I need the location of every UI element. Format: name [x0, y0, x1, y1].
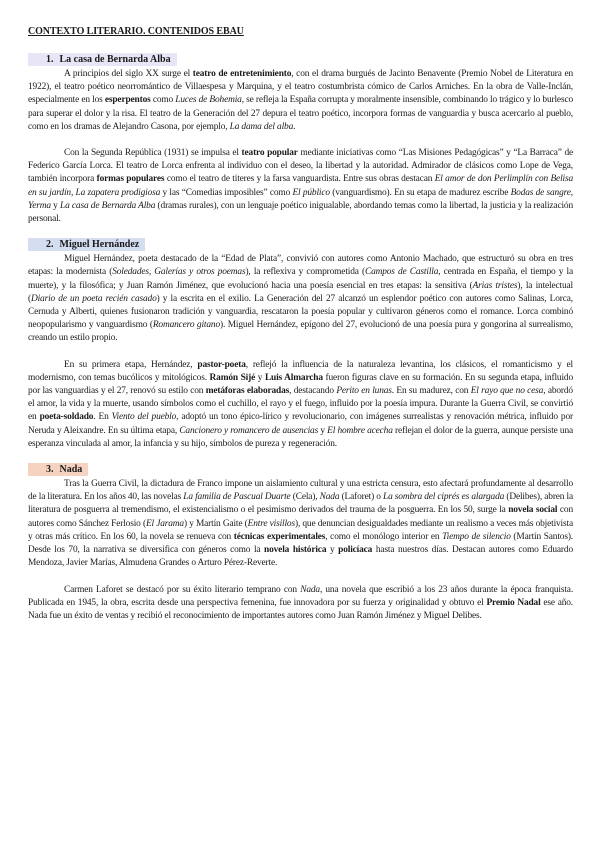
text-run: (Delibes), abren la literatura de posguerra al tremendismo, el existencialismo o el pesimismo derivados del trauma de la posguerra. En los 50, surge la — [28, 492, 573, 516]
text-run: ), la reflexiva y comprometida ( — [245, 267, 365, 278]
text-run: , destacando — [289, 386, 337, 397]
section-number: 2. — [46, 239, 54, 251]
bold-term: metáforas elaboradas — [205, 386, 290, 397]
work-title: La sombra del ciprés es alargada — [383, 492, 505, 503]
bold-term: teatro popular — [241, 148, 298, 159]
paragraph — [28, 359, 573, 451]
text-run: Carmen Laforet se destacó por su éxito literario temprano con — [64, 584, 301, 595]
text-run: Con la Segunda República (1931) se impulsa el — [64, 148, 242, 159]
bold-term: poeta-soldado — [39, 412, 94, 423]
work-title: Entre visillos — [247, 518, 295, 529]
section-number: 3. — [46, 464, 54, 476]
work-title: Nada — [319, 492, 340, 503]
work-title: Yerma — [28, 200, 51, 211]
section-title: Miguel Hernández — [59, 239, 140, 251]
bold-term: Luis Almarcha — [264, 372, 323, 383]
text-run: . En su madurez, con — [391, 386, 471, 397]
paragraph — [28, 147, 573, 226]
work-title: Perito en lunas — [336, 386, 392, 397]
text-run: ) y la escrita en el exilio. La Generación del 27 alcanzó un esplendor poético con autores como Salinas, Lorca, Cernuda y Alberti, quienes fusionaron tradición y vanguardia, rescataron la poesía popular y cultivaron géneros como el romance. Lorca combinó neopopularismo y vanguardismo ( — [28, 293, 573, 331]
work-title: Viento del pueblo — [111, 412, 177, 423]
text-run: , una novela que escribió a los 23 años durante la época franquista. Publicada en 1945, la obra, escrita desde una perspectiva femenina, fue innovadora por su fuerza y originalidad y obtuvo el — [28, 584, 574, 608]
work-title: La familia de Pascual Duarte — [183, 492, 291, 503]
work-title: El amor de don Perlimplín con Belisa en su jardín — [28, 174, 574, 198]
work-title: El público — [292, 187, 330, 198]
document-page — [28, 26, 573, 623]
section-miguel-hernandez — [28, 234, 573, 451]
bold-term: esperpentos — [104, 95, 151, 106]
bold-term: novela histórica — [264, 545, 327, 556]
bold-term: pastor-poeta — [197, 359, 246, 370]
work-title: El rayo que no cesa — [470, 386, 544, 397]
text-run: Tras la Guerra Civil, la dictadura de Franco impone un aislamiento cultural y una estricta censura, esto afectará profundamente al desarrollo de la literatura. En los años 40, las novelas — [28, 479, 573, 503]
bold-term: formas populares — [96, 174, 165, 185]
text-run: En su primera etapa, Hernández, — [64, 359, 198, 370]
work-title: La casa de Bernarda Alba — [60, 200, 156, 211]
text-run: (Laforet) o — [339, 492, 383, 503]
text-run: y — [326, 545, 339, 556]
section-title: Nada — [59, 464, 83, 476]
paragraph — [28, 478, 573, 570]
text-run: (dramas rurales), con un lenguaje poético inigualable, abordando temas como la libertad, la justicia y la realización personal. — [28, 200, 573, 225]
section-bernarda-alba — [28, 49, 573, 226]
paragraph — [28, 68, 573, 134]
work-title: La dama del alba — [229, 121, 294, 132]
text-run: hasta nuestros días. Destacan autores como Eduardo Mendoza, Javier Marías, Almudena Grandes o Arturo Pérez-Reverte. — [28, 545, 573, 569]
work-title: Diario de un poeta recién casado — [30, 293, 157, 304]
text-run: , reflejó la influencia de la naturaleza levantina, los clásicos, el romanticismo y el modernismo, con temas bucólicos y mitológicos. — [28, 359, 573, 383]
text-run: ), que denuncian desigualdades mediante un realismo a veces más objetivista y otras más crítico. En los 60, la novela se renueva con — [28, 518, 573, 542]
text-run: , adoptó un tono épico-lírico y revolucionario, con imágenes surrealistas y renovación métrica, influido por Neruda y Aleixandre. En su última etapa, — [28, 412, 573, 436]
work-title: Campos de Castilla — [364, 267, 439, 278]
text-run: . — [293, 121, 296, 132]
text-run: ese año. Nada fue un éxito de ventas y recibió el reconocimiento de importantes autores como Juan Ramón Jiménez y Miguel Delibes. — [28, 597, 573, 621]
text-run: Miguel Hernández, poeta destacado de la “Edad de Plata”, convivió con autores como Antonio Machado, que estructuró su obra en tres etapas: la modernista ( — [28, 254, 573, 278]
paragraph — [28, 584, 573, 624]
text-run: y — [50, 200, 61, 211]
work-title: Nada — [300, 584, 320, 595]
bold-term: teatro de entretenimiento — [192, 69, 292, 79]
text-run: ). Miguel Hernández, epígono del 27, evolucionó de una poesía pura y gongorina al surrealismo, creando un estilo propio. — [28, 320, 574, 344]
text-run: , con el drama burgués de Jacinto Benavente (Premio Nobel de Literatura en 1922), el teatro poético neorromántico de Villaespesa y Marquina, y el teatro costumbrista cómico de Carlos Arniches. En la obra de Valle-Inclán, especialmente en los — [28, 69, 573, 106]
text-run: como — [150, 95, 176, 106]
text-run: , abordó el amor, la vida y la muerte, usando símbolos como el cuchillo, el rayo y el fuego, influido por la poesía impura. Durante la Guerra Civil, se convirtió en — [28, 386, 573, 423]
text-run: ), la intelectual ( — [28, 280, 573, 304]
text-run: ) y Martín Gaite ( — [183, 518, 248, 529]
work-title: Arias tristes — [472, 280, 518, 291]
text-run: fueron figuras clave en su formación. En su segunda etapa, influido por las vanguardias y el 27, renovó su estilo con — [28, 372, 573, 397]
section-heading — [28, 463, 88, 476]
work-title: Romancero gitano — [152, 320, 220, 331]
text-run: . En — [93, 412, 112, 423]
section-number: 1. — [46, 54, 54, 65]
text-run: con autores como Sánchez Ferlosio ( — [28, 505, 573, 529]
section-title: La casa de Bernarda Alba — [59, 54, 171, 65]
text-run: , como el monólogo interior en — [325, 531, 443, 542]
text-run: reflejan el dolor de la guerra, aunque persiste una esperanza vinculada al amor, la infancia y su hijo, símbolos de pureza y regeneración. — [28, 425, 574, 449]
work-title: La zapatera prodigiosa — [75, 187, 161, 198]
bold-term: novela social — [508, 505, 558, 516]
text-run: y — [255, 372, 265, 383]
text-run: mediante iniciativas como “Las Misiones Pedagógicas” y “La Barraca” de Federico García Lorca. El teatro de Lorca enfrenta al individuo con el deseo, la libertad y la autoridad. Admirador de clásicos como Lope de Vega, también incorpora — [28, 148, 573, 185]
text-run: como el teatro de títeres y la farsa vanguardista. Entre sus obras destacan — [164, 174, 435, 185]
text-run: y las “Comedias imposibles” como — [160, 187, 293, 198]
bold-term: técnicas experimentales — [233, 531, 326, 542]
section-heading — [28, 238, 145, 251]
text-run: , — [70, 187, 76, 198]
section-heading — [28, 53, 177, 66]
text-run: (vanguardismo). En su etapa de madurez escribe — [329, 187, 511, 198]
work-title: El hombre acecha — [327, 425, 393, 436]
bold-term: Premio Nadal — [486, 597, 541, 608]
text-run: , centrada en España, el tiempo y la muerte), y la filosófica; y Juan Ramón Jiménez, que evolucionó hacia una poesía esencial en tres etapas: la sensitiva ( — [28, 267, 574, 291]
work-title: Luces de Bohemia — [175, 95, 242, 106]
document-title: CONTEXTO LITERARIO. CONTENIDOS EBAU — [28, 26, 244, 37]
work-title: Soledades, Galerías y otros poemas — [112, 267, 246, 278]
text-run: y — [318, 425, 328, 436]
text-run: , — [570, 187, 573, 198]
work-title: El Jarama — [145, 518, 184, 529]
bold-term: Ramón Sijé — [209, 372, 256, 383]
bold-term: policíaca — [338, 545, 373, 556]
work-title: Bodas de sangre — [510, 187, 571, 198]
work-title: Tiempo de silencio — [442, 531, 511, 542]
text-run: (Cela), — [290, 492, 320, 503]
text-run: , se refleja la España corrupta y moralmente insensible, combinando lo trágico y lo burlesco para superar el dolor y la risa. El teatro de la Generación del 27 depura el teatro poético, incorpora formas de vanguardia y busca acercarlo al pueblo, como en los dramas de Alejandro Casona, por ejemplo, — [28, 95, 573, 132]
text-run: A principios del siglo XX surge el — [64, 69, 193, 79]
paragraph — [28, 253, 573, 345]
text-run: (Martín Santos). Desde los 70, la narrativa se diversifica con géneros como la — [28, 531, 573, 556]
work-title: Cancionero y romancero de ausencias — [179, 425, 319, 436]
section-nada — [28, 459, 573, 623]
